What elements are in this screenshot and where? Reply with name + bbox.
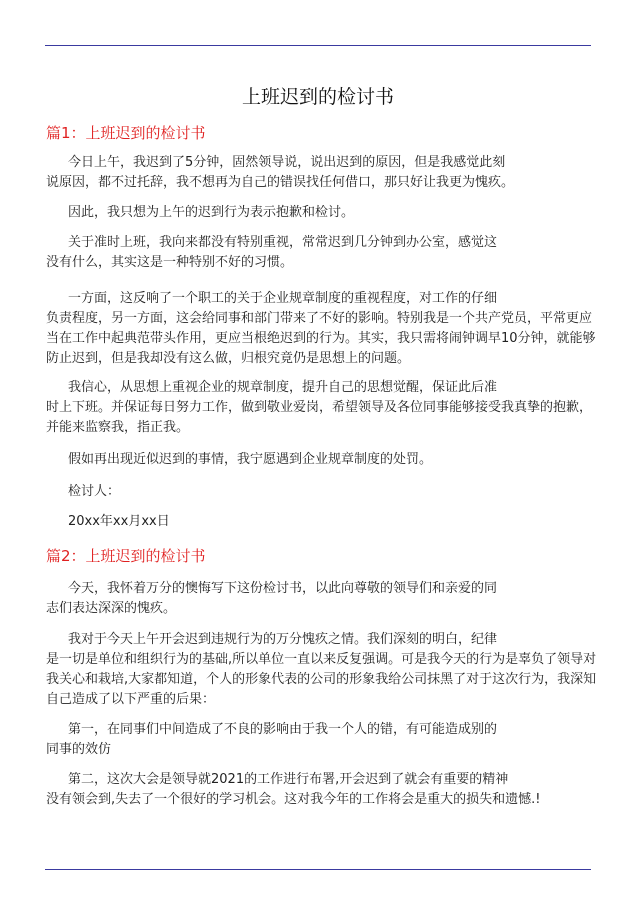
paragraph <box>46 378 598 438</box>
paragraph <box>46 579 598 619</box>
paragraph-line: 今天，我怀着万分的懊悔写下这份检讨书，以此向尊敬的领导们和亲爱的同 <box>68 581 498 596</box>
paragraph-line: 第一，在同事们中间造成了不良的影响由于我一个人的错，有可能造成别的 <box>68 722 498 737</box>
paragraph-line: 同事的效仿 <box>46 742 112 757</box>
paragraph-line: 并能来监察我，指正我。 <box>46 420 190 435</box>
paragraph-line: 因此，我只想为上午的迟到行为表示抱歉和检讨。 <box>68 205 355 220</box>
paragraph <box>46 630 598 710</box>
paragraph-line: 今日上午，我迟到了5分钟，固然领导说，说出迟到的原因，但是我感觉此刻 <box>68 155 506 170</box>
document-title: 上班迟到的检讨书 <box>241 86 394 108</box>
paragraph <box>46 153 598 193</box>
top-rule <box>45 45 591 46</box>
section-1-heading: 篇1：上班迟到的检讨书 <box>46 124 206 142</box>
paragraph-line: 关于准时上班，我向来都没有特别重视，常常迟到几分钟到办公室，感觉这 <box>68 235 498 250</box>
section-2-heading: 篇2：上班迟到的检讨书 <box>46 547 206 565</box>
paragraph <box>46 770 598 810</box>
paragraph <box>46 450 598 470</box>
paragraph-line: 说原因，都不过托辞，我不想再为自己的错误找任何借口，那只好让我更为愧疚。 <box>46 175 515 190</box>
paragraph-line: 自己造成了以下严重的后果： <box>46 692 216 707</box>
paragraph-line: 检讨人： <box>68 484 121 499</box>
paragraph-line: 负责程度，另一方面，这会给同事和部门带来了不好的影响。特别我是一个共产党员，平常更应 <box>46 311 593 326</box>
paragraph <box>46 482 598 502</box>
paragraph-line: 20xx年xx月xx日 <box>68 514 170 529</box>
paragraph-line: 志们表达深深的愧疚。 <box>46 601 177 616</box>
bottom-rule <box>45 869 591 870</box>
paragraph-line: 当在工作中起典范带头作用，更应当根绝迟到的行为。其实，我只需将闹钟调早10分钟，就能够 <box>46 331 596 346</box>
paragraph <box>46 512 598 532</box>
paragraph-line: 第二，这次大会是领导就2021的工作进行布署,开会迟到了就会有重要的精神 <box>68 772 509 787</box>
paragraph-line: 防止迟到，但是我却没有这么做，归根究竟仍是思想上的问题。 <box>46 351 411 366</box>
paragraph-line: 是一切是单位和组织行为的基础,所以单位一直以来反复强调。可是我今天的行为是辜负了领导对 <box>46 652 597 667</box>
paragraph <box>46 289 598 369</box>
paragraph-line: 我信心，从思想上重视企业的规章制度，提升自己的思想觉醒，保证此后准 <box>68 380 498 395</box>
paragraph <box>46 203 598 223</box>
paragraph-line: 时上下班。并保证每日努力工作，做到敬业爱岗，希望领导及各位同事能够接受我真挚的抱歉， <box>46 400 593 415</box>
paragraph-line: 没有领会到,失去了一个很好的学习机会。这对我今年的工作将会是重大的损失和遗憾.! <box>46 792 541 807</box>
paragraph-line: 没有什么，其实这是一种特别不好的习惯。 <box>46 255 294 270</box>
paragraph-line: 我对于今天上午开会迟到违规行为的万分愧疚之情。我们深刻的明白，纪律 <box>68 632 498 647</box>
paragraph-line: 一方面，这反响了一个职工的关于企业规章制度的重视程度，对工作的仔细 <box>68 291 498 306</box>
paragraph-line: 假如再出现近似迟到的事情，我宁愿遇到企业规章制度的处罚。 <box>68 452 433 467</box>
paragraph <box>46 233 598 273</box>
paragraph-line: 我关心和栽培,大家都知道，个人的形象代表的公司的形象我给公司抹黑了对于这次行为，我深知 <box>46 672 597 687</box>
paragraph <box>46 720 598 760</box>
